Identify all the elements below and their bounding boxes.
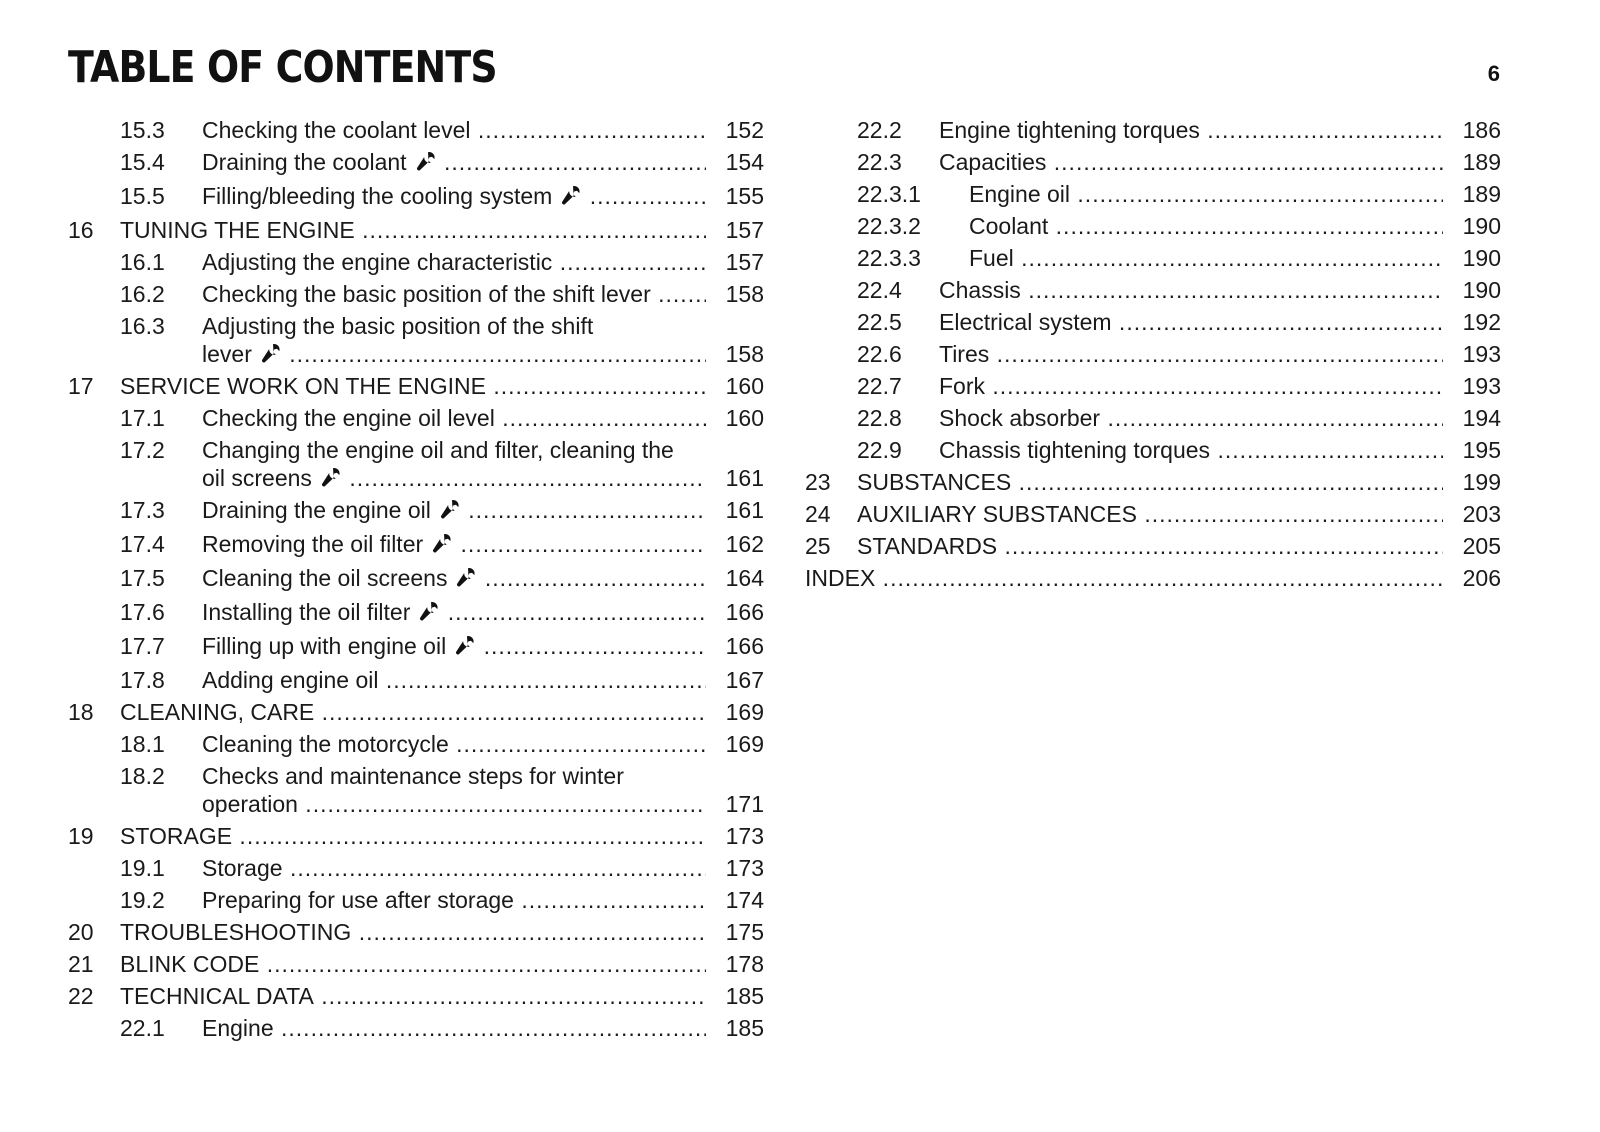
toc-entry-number: 18.2: [120, 763, 165, 789]
toc-entry-title-line1: Adjusting the basic position of the shift: [202, 313, 594, 339]
toc-entry-number: 22.1: [120, 1015, 165, 1041]
toc-entry-title-text: Fork: [939, 373, 985, 399]
toc-entry-number: 19.2: [120, 887, 165, 913]
toc-entry-number: 22.3.3: [857, 245, 921, 271]
toc-entry-number: 17.6: [120, 599, 165, 625]
toc-entry-number: 17: [68, 373, 94, 399]
toc-entry[interactable]: [805, 146, 1505, 178]
toc-entry-title-text: BLINK CODE: [120, 951, 260, 977]
toc-entry-title-line1: Changing the engine oil and filter, cleaning the: [202, 437, 674, 463]
toc-entry-page: 166: [706, 596, 764, 628]
toc-entry-number: 22.2: [857, 117, 902, 143]
toc-entry-number: 17.1: [120, 405, 165, 431]
toc-entry-number: 22.6: [857, 341, 902, 367]
toc-entry-title: [120, 214, 714, 246]
toc-entry-title: [939, 338, 1451, 370]
toc-entry-title-text: Chassis tightening torques: [939, 437, 1211, 463]
toc-entry-title-text: Chassis: [939, 277, 1021, 303]
toc-entry-title: [202, 728, 714, 760]
toc-entry-number: 18.1: [120, 731, 165, 757]
page-title: TABLE OF CONTENTS: [68, 42, 497, 93]
wrench-icon: [415, 150, 437, 172]
toc-entry-title-text: Fuel: [969, 245, 1014, 271]
toc-entry-title: [857, 498, 1451, 530]
toc-entry-title: [120, 948, 714, 980]
toc-column-left: [68, 114, 768, 1044]
toc-entry-page: 157: [706, 246, 764, 278]
toc-entry-page: 185: [706, 980, 764, 1012]
toc-entry-page: 169: [706, 728, 764, 760]
toc-entry-number: 17.3: [120, 497, 165, 523]
toc-entry[interactable]: [68, 980, 768, 1012]
toc-entry-page: 160: [706, 370, 764, 402]
wrench-icon: [418, 600, 440, 622]
toc-entry-title: [939, 306, 1451, 338]
toc-entry-page: 161: [706, 462, 764, 494]
toc-entry-title: [969, 242, 1451, 274]
toc-entry-title: [202, 146, 714, 178]
toc-entry-title-text: Tires: [939, 341, 990, 367]
toc-entry[interactable]: [68, 562, 768, 596]
toc-entry-title-text: INDEX: [805, 565, 876, 591]
toc-entry-number: 17.8: [120, 667, 165, 693]
toc-entry-page: 154: [706, 146, 764, 178]
toc-entry-title: [202, 596, 714, 628]
toc-entry-title: [202, 462, 714, 494]
toc-entry[interactable]: [68, 1012, 768, 1044]
toc-entry-number: 23: [805, 469, 831, 495]
toc-entry-page: 160: [706, 402, 764, 434]
toc-entry-title-text: AUXILIARY SUBSTANCES: [857, 501, 1137, 527]
toc-entry-title-text: SERVICE WORK ON THE ENGINE: [120, 373, 486, 399]
toc-entry-title: [120, 696, 714, 728]
toc-entry-title-text: Capacities: [939, 149, 1047, 175]
toc-entry-page: 178: [706, 948, 764, 980]
toc-entry-title: [857, 530, 1451, 562]
toc-entry-title: [805, 562, 1451, 594]
wrench-icon: [454, 634, 476, 656]
toc-entry-page: 171: [706, 788, 764, 820]
toc-entry[interactable]: [68, 146, 768, 180]
toc-entry-title-text: STANDARDS: [857, 533, 998, 559]
toc-entry-title: [939, 114, 1451, 146]
toc-entry-title-text: TROUBLESHOOTING: [120, 919, 352, 945]
toc-entry-page: 155: [706, 180, 764, 212]
toc-entry-title: [202, 528, 714, 560]
toc-entry-title: [939, 274, 1451, 306]
toc-entry-page: 167: [706, 664, 764, 696]
toc-entry[interactable]: [68, 402, 768, 434]
toc-entry-title-text: oil screens: [202, 465, 312, 491]
toc-entry-title: [202, 630, 714, 662]
toc-entry-title-text: Cleaning the oil screens: [202, 565, 448, 591]
toc-entry-page: 162: [706, 528, 764, 560]
toc-entry-title-text: Installing the oil filter: [202, 599, 411, 625]
toc-entry-page: 169: [706, 696, 764, 728]
toc-entry-title-text: Removing the oil filter: [202, 531, 424, 557]
toc-entry-title-text: Coolant: [969, 213, 1049, 239]
toc-entry-title-text: TECHNICAL DATA: [120, 983, 314, 1009]
toc-entry-title-text: Adding engine oil: [202, 667, 379, 693]
toc-entry-number: 17.5: [120, 565, 165, 591]
toc-entry-title: [939, 370, 1451, 402]
toc-entry[interactable]: [68, 528, 768, 562]
toc-entry[interactable]: [805, 242, 1505, 274]
toc-entry-title-text: operation: [202, 791, 298, 817]
toc-entry-page: 189: [1443, 178, 1501, 210]
toc-entry-number: 22.5: [857, 309, 902, 335]
toc-entry-page: 161: [706, 494, 764, 526]
toc-entry[interactable]: [805, 114, 1505, 146]
toc-entry-title: [202, 494, 714, 526]
toc-entry[interactable]: [68, 246, 768, 278]
toc-entry-number: 19.1: [120, 855, 165, 881]
toc-entry-title: [120, 916, 714, 948]
toc-entry-page: 166: [706, 630, 764, 662]
toc-entry-number: 16.3: [120, 313, 165, 339]
toc-entry-title-text: TUNING THE ENGINE: [120, 217, 355, 243]
toc-entry-title-text: Checking the engine oil level: [202, 405, 495, 431]
toc-entry-title-text: Draining the engine oil: [202, 497, 431, 523]
toc-entry-title-text: Checking the coolant level: [202, 117, 471, 143]
toc-entry[interactable]: [805, 498, 1505, 530]
toc-entry[interactable]: [805, 274, 1505, 306]
toc-entry-page: 193: [1443, 370, 1501, 402]
toc-entry[interactable]: [805, 402, 1505, 434]
toc-entry[interactable]: [68, 696, 768, 728]
toc-entry-title-text: Cleaning the motorcycle: [202, 731, 449, 757]
toc-entry-title-text: Engine tightening torques: [939, 117, 1200, 143]
wrench-icon: [320, 466, 342, 488]
toc-entry-page: 205: [1443, 530, 1501, 562]
toc-entry-title: [939, 402, 1451, 434]
toc-entry[interactable]: [68, 310, 768, 370]
toc-entry-title: [939, 146, 1451, 178]
toc-entry[interactable]: [805, 210, 1505, 242]
toc-entry[interactable]: [68, 884, 768, 916]
toc-entry-number: 16: [68, 217, 94, 243]
toc-entry-title: [202, 562, 714, 594]
wrench-icon: [560, 184, 582, 206]
page-number: 6: [1487, 61, 1500, 86]
toc-entry-title: [202, 788, 714, 820]
toc-entry-number: 15.5: [120, 183, 165, 209]
toc-entry-page: 195: [1443, 434, 1501, 466]
toc-entry-title: [202, 884, 714, 916]
toc-entry-title: [202, 278, 714, 310]
toc-entry[interactable]: [805, 434, 1505, 466]
toc-entry-number: 15.3: [120, 117, 165, 143]
toc-entry-title-text: Engine oil: [969, 181, 1071, 207]
toc-entry-number: 22.9: [857, 437, 902, 463]
toc-entry-number: 17.2: [120, 437, 165, 463]
toc-entry[interactable]: [805, 530, 1505, 562]
toc-entry-page: 206: [1443, 562, 1501, 594]
toc-entry[interactable]: [68, 728, 768, 760]
toc-entry[interactable]: [805, 370, 1505, 402]
toc-entry-number: 20: [68, 919, 94, 945]
toc-entry[interactable]: [805, 562, 1505, 594]
toc-entry-title: [939, 434, 1451, 466]
toc-entry-title: [202, 246, 714, 278]
toc-entry-title-text: Storage: [202, 855, 283, 881]
toc-entry-title: [202, 664, 714, 696]
toc-entry-page: 199: [1443, 466, 1501, 498]
toc-entry[interactable]: [805, 178, 1505, 210]
toc-entry-number: 22.3.2: [857, 213, 921, 239]
toc-entry-title: [120, 820, 714, 852]
toc-entry-page: 173: [706, 852, 764, 884]
toc-entry-number: 21: [68, 951, 94, 977]
toc-entry-title: [202, 338, 714, 370]
toc-entry-page: 185: [706, 1012, 764, 1044]
toc-entry-page: 175: [706, 916, 764, 948]
toc-entry-page: 174: [706, 884, 764, 916]
toc-entry-number: 17.7: [120, 633, 165, 659]
toc-entry-title: [202, 852, 714, 884]
toc-entry-title-text: Checking the basic position of the shift lever: [202, 281, 651, 307]
toc-entry-page: 152: [706, 114, 764, 146]
wrench-icon: [455, 566, 477, 588]
toc-entry-number: 16.1: [120, 249, 165, 275]
toc-entry-number: 22: [68, 983, 94, 1009]
toc-entry[interactable]: [68, 596, 768, 630]
wrench-icon: [260, 342, 282, 364]
toc-entry-title: [857, 466, 1451, 498]
toc-entry-page: 190: [1443, 242, 1501, 274]
toc-entry[interactable]: [805, 306, 1505, 338]
toc-entry[interactable]: [68, 180, 768, 214]
toc-entry-number: 22.3: [857, 149, 902, 175]
toc-entry-title-text: Filling up with engine oil: [202, 633, 447, 659]
toc-entry-title-text: Engine: [202, 1015, 274, 1041]
toc-entry-page: 158: [706, 278, 764, 310]
toc-entry[interactable]: [805, 338, 1505, 370]
toc-entry-page: 173: [706, 820, 764, 852]
toc-entry-title-text: lever: [202, 341, 252, 367]
toc-entry-number: 25: [805, 533, 831, 559]
toc-entry[interactable]: [68, 494, 768, 528]
toc-entry-page: 164: [706, 562, 764, 594]
toc-entry-title-text: SUBSTANCES: [857, 469, 1012, 495]
toc-entry-page: 192: [1443, 306, 1501, 338]
toc-entry[interactable]: [68, 434, 768, 494]
toc-entry-title-text: Filling/bleeding the cooling system: [202, 183, 553, 209]
toc-entry[interactable]: [68, 852, 768, 884]
toc-entry-title: [969, 178, 1451, 210]
toc-entry-title-text: STORAGE: [120, 823, 233, 849]
toc-entry[interactable]: [68, 214, 768, 246]
toc-entry-number: 18: [68, 699, 94, 725]
toc-entry[interactable]: [68, 630, 768, 664]
toc-entry[interactable]: [68, 820, 768, 852]
toc-entry-page: 193: [1443, 338, 1501, 370]
toc-entry-number: 16.2: [120, 281, 165, 307]
toc-entry-page: 203: [1443, 498, 1501, 530]
toc-entry-number: 15.4: [120, 149, 165, 175]
toc-column-right: [805, 114, 1505, 594]
toc-entry[interactable]: [68, 370, 768, 402]
toc-entry-page: 158: [706, 338, 764, 370]
toc-entry-title-text: Electrical system: [939, 309, 1112, 335]
toc-entry-title: [202, 402, 714, 434]
toc-entry[interactable]: [68, 114, 768, 146]
toc-entry-title: [202, 1012, 714, 1044]
toc-entry-title-text: CLEANING, CARE: [120, 699, 315, 725]
toc-entry[interactable]: [68, 916, 768, 948]
toc-entry-page: 157: [706, 214, 764, 246]
toc-entry-title: [202, 114, 714, 146]
toc-entry-number: 19: [68, 823, 94, 849]
toc-entry[interactable]: [68, 664, 768, 696]
toc-entry-page: 186: [1443, 114, 1501, 146]
toc-entry-title-text: Adjusting the engine characteristic: [202, 249, 553, 275]
wrench-icon: [431, 532, 453, 554]
wrench-icon: [439, 498, 461, 520]
toc-entry-page: 190: [1443, 274, 1501, 306]
toc-entry-title: [120, 370, 714, 402]
toc-entry-title: [969, 210, 1451, 242]
toc-entry[interactable]: [68, 760, 768, 820]
toc-entry-number: 22.8: [857, 405, 902, 431]
toc-entry-number: 24: [805, 501, 831, 527]
toc-entry[interactable]: [68, 278, 768, 310]
toc-entry-title-text: Draining the coolant: [202, 149, 407, 175]
toc-entry-number: 17.4: [120, 531, 165, 557]
toc-entry[interactable]: [805, 466, 1505, 498]
toc-entry-title-text: Preparing for use after storage: [202, 887, 514, 913]
toc-entry-title-line1: Checks and maintenance steps for winter: [202, 763, 624, 789]
toc-entry-title: [202, 180, 714, 212]
toc-entry[interactable]: [68, 948, 768, 980]
toc-entry-page: 190: [1443, 210, 1501, 242]
toc-entry-title-text: Shock absorber: [939, 405, 1101, 431]
toc-entry-number: 22.3.1: [857, 181, 921, 207]
toc-entry-page: 189: [1443, 146, 1501, 178]
toc-entry-page: 194: [1443, 402, 1501, 434]
toc-entry-number: 22.4: [857, 277, 902, 303]
toc-entry-number: 22.7: [857, 373, 902, 399]
toc-entry-title: [120, 980, 714, 1012]
